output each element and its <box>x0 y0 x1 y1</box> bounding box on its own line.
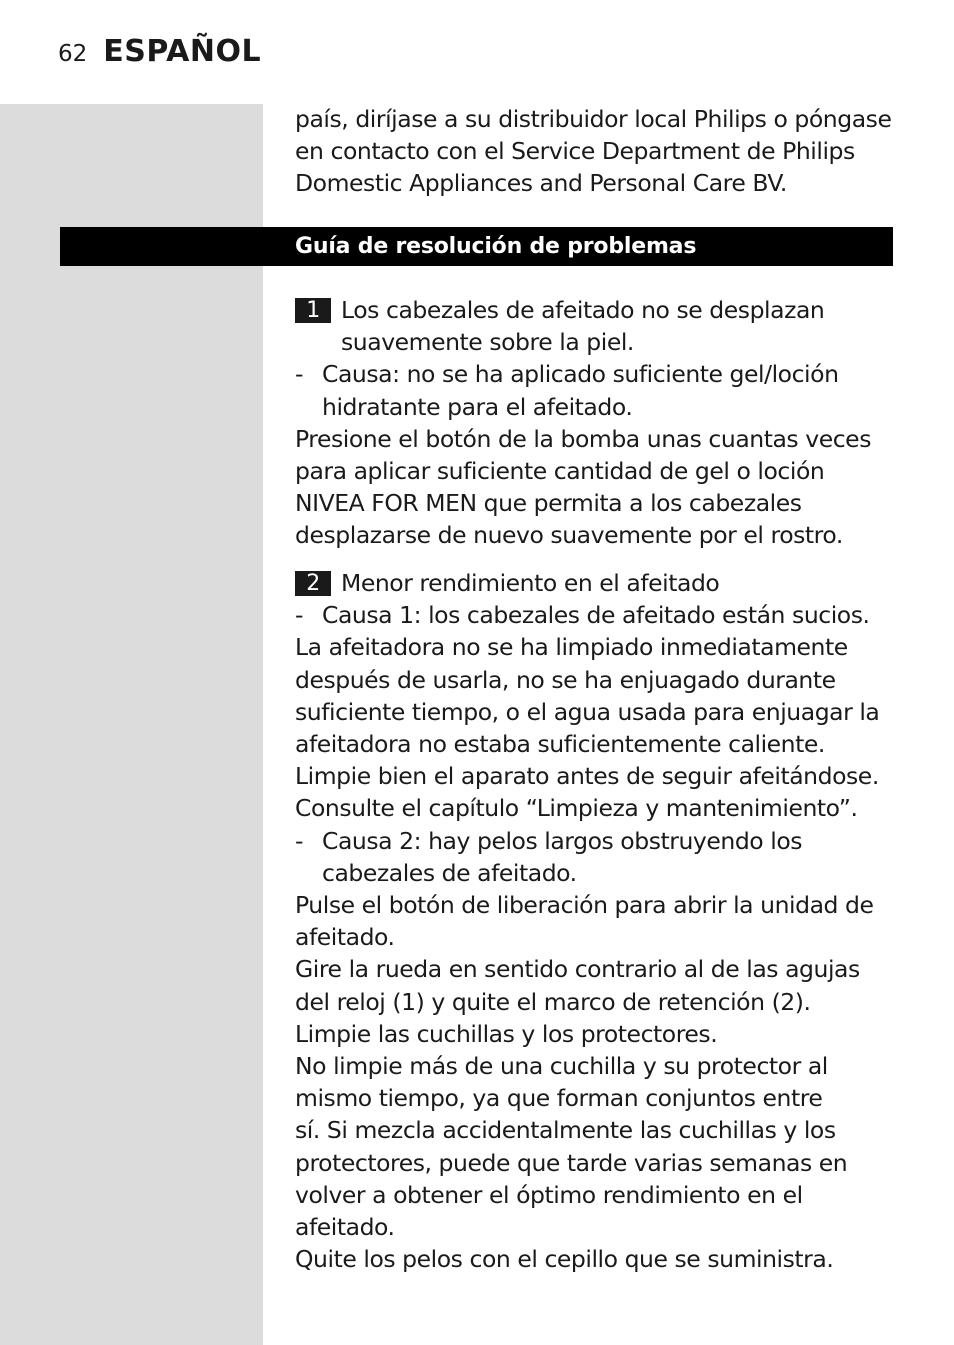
problem-1 <box>295 294 895 552</box>
text-line: para aplicar suficiente cantidad de gel o loción <box>295 457 825 486</box>
cause-item <box>295 825 895 889</box>
text-line: Gire la rueda en sentido contrario al de las agujas <box>295 955 860 984</box>
page-header <box>58 34 261 74</box>
solution-paragraph <box>295 423 895 552</box>
text-line: suficiente tiempo, o el agua usada para enjuagar la <box>295 697 880 726</box>
problem-title-line: Los cabezales de afeitado no se desplazan <box>341 296 825 324</box>
step-number-badge: 2 <box>295 571 331 596</box>
text-line: afeitado. <box>295 923 395 952</box>
text-line: Limpie bien el aparato antes de seguir afeitándose. <box>295 762 879 791</box>
text-line: La afeitadora no se ha limpiado inmediatamente <box>295 633 848 662</box>
solution-paragraph <box>295 631 895 824</box>
problem-2-heading <box>295 567 895 599</box>
text-line: Presione el botón de la bomba unas cuantas veces <box>295 424 871 453</box>
text-line: en contacto con el Service Department de Philips <box>295 137 855 166</box>
text-line: Limpie las cuchillas y los protectores. <box>295 1019 718 1048</box>
text-line: volver a obtener el óptimo rendimiento en el <box>295 1180 803 1209</box>
problem-title-line: suavemente sobre la piel. <box>341 328 634 357</box>
dash-marker: - <box>295 360 304 389</box>
cause-item <box>295 358 895 422</box>
text-line: desplazarse de nuevo suavemente por el rostro. <box>295 521 843 550</box>
cause-line: hidratante para el afeitado. <box>322 392 633 421</box>
intro-paragraph <box>295 103 895 200</box>
cause-line: Causa: no se ha aplicado suficiente gel/loción <box>322 360 839 389</box>
step-number-badge: 1 <box>295 298 331 323</box>
text-line: Domestic Appliances and Personal Care BV. <box>295 169 787 198</box>
text-line: mismo tiempo, ya que forman conjuntos entre <box>295 1084 823 1113</box>
cause-item <box>295 599 895 631</box>
dash-marker: - <box>295 826 304 855</box>
problem-1-heading <box>295 294 895 358</box>
text-line: país, diríjase a su distribuidor local Philips o póngase <box>295 105 892 133</box>
cause-line: Causa 1: los cabezales de afeitado están sucios. <box>322 601 870 630</box>
text-line: Quite los pelos con el cepillo que se suministra. <box>295 1245 834 1274</box>
cause-line: cabezales de afeitado. <box>322 858 577 887</box>
text-line: No limpie más de una cuchilla y su protector al <box>295 1052 828 1081</box>
cause-line: Causa 2: hay pelos largos obstruyendo los <box>322 826 803 855</box>
text-line: NIVEA FOR MEN que permita a los cabezales <box>295 489 802 518</box>
text-line: después de usarla, no se ha enjuagado durante <box>295 665 836 694</box>
page-language-title: ESPAÑOL <box>103 34 262 69</box>
solution-paragraph <box>295 889 895 1275</box>
section-heading: Guía de resolución de problemas <box>295 234 697 259</box>
problem-title-line: Menor rendimiento en el afeitado <box>341 569 720 597</box>
text-line: afeitadora no estaba suficientemente caliente. <box>295 730 825 759</box>
text-line: protectores, puede que tarde varias semanas en <box>295 1148 848 1177</box>
text-line: del reloj (1) y quite el marco de retención (2). <box>295 987 811 1016</box>
problem-2 <box>295 567 895 1275</box>
text-line: sí. Si mezcla accidentalmente las cuchillas y los <box>295 1116 836 1145</box>
text-line: afeitado. <box>295 1213 395 1242</box>
dash-marker: - <box>295 601 304 630</box>
page-number: 62 <box>58 41 88 67</box>
text-line: Pulse el botón de liberación para abrir la unidad de <box>295 891 874 920</box>
text-line: Consulte el capítulo “Limpieza y mantenimiento”. <box>295 794 858 823</box>
sidebar-margin <box>0 104 263 1345</box>
